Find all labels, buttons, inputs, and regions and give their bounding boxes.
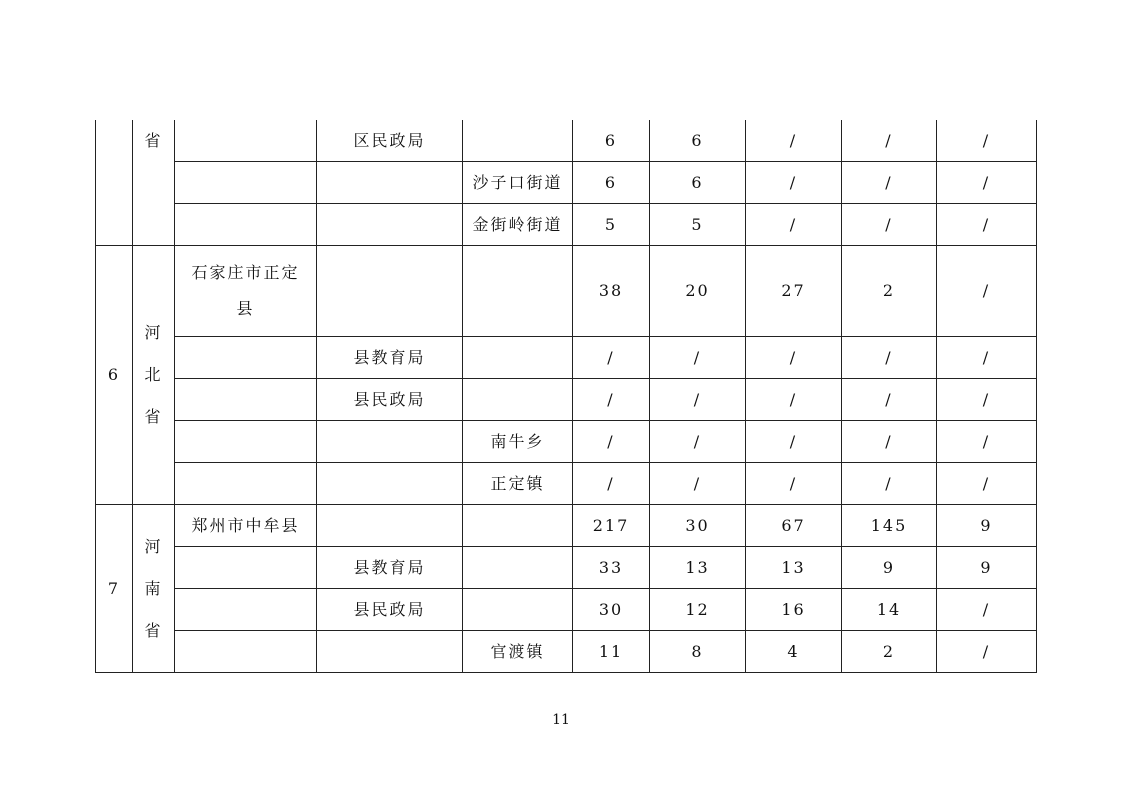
value-cell: 9 [937, 547, 1037, 589]
department-cell: 区民政局 [317, 120, 463, 162]
value-cell: 38 [573, 246, 650, 337]
table-row [96, 246, 1037, 337]
value-cell: 6 [650, 162, 746, 204]
town-cell [463, 505, 573, 547]
page-number: 11 [552, 712, 570, 728]
value-cell: / [746, 463, 842, 505]
value-cell: 2 [842, 246, 937, 337]
department-cell [317, 631, 463, 673]
value-cell: / [650, 421, 746, 463]
value-cell: / [573, 337, 650, 379]
value-cell: 6 [650, 120, 746, 162]
value-cell: 13 [746, 547, 842, 589]
value-cell: / [746, 421, 842, 463]
province-char: 省 [144, 131, 163, 150]
city-cell [175, 463, 317, 505]
department-cell [317, 246, 463, 337]
value-cell: / [937, 120, 1037, 162]
province-char: 南 [144, 578, 163, 598]
city-cell [175, 589, 317, 631]
value-cell: 5 [573, 204, 650, 246]
value-cell: / [842, 204, 937, 246]
province-char: 河 [144, 536, 163, 556]
value-cell: / [937, 631, 1037, 673]
table-row [96, 421, 1037, 463]
value-cell: 2 [842, 631, 937, 673]
value-cell: 9 [937, 505, 1037, 547]
table-row [96, 589, 1037, 631]
town-cell [463, 120, 573, 162]
town-cell: 官渡镇 [463, 631, 573, 673]
city-cell: 郑州市中牟县 [175, 505, 317, 547]
value-cell: / [937, 379, 1037, 421]
town-cell: 金街岭街道 [463, 204, 573, 246]
town-cell [463, 589, 573, 631]
value-cell: / [937, 421, 1037, 463]
city-cell [175, 204, 317, 246]
province-cell [133, 246, 175, 505]
value-cell: / [842, 337, 937, 379]
value-cell: / [746, 120, 842, 162]
province-cell [133, 120, 175, 246]
table-row [96, 337, 1037, 379]
value-cell: / [746, 204, 842, 246]
city-line: 县 [236, 299, 255, 318]
value-cell: / [573, 463, 650, 505]
value-cell: 12 [650, 589, 746, 631]
value-cell: / [746, 337, 842, 379]
town-cell: 沙子口街道 [463, 162, 573, 204]
city-cell [175, 120, 317, 162]
city-cell [175, 631, 317, 673]
value-cell: 9 [842, 547, 937, 589]
value-cell: 30 [573, 589, 650, 631]
value-cell: / [650, 379, 746, 421]
department-cell: 县民政局 [317, 379, 463, 421]
value-cell: / [937, 589, 1037, 631]
province-cell [133, 505, 175, 673]
city-cell [175, 337, 317, 379]
value-cell: / [937, 246, 1037, 337]
value-cell: 5 [650, 204, 746, 246]
value-cell: / [937, 204, 1037, 246]
department-cell: 县教育局 [317, 337, 463, 379]
value-cell: 27 [746, 246, 842, 337]
value-cell: 16 [746, 589, 842, 631]
province-char: 河 [144, 323, 163, 342]
serial-number-cell [96, 120, 133, 246]
city-cell [175, 547, 317, 589]
city-cell [175, 421, 317, 463]
value-cell: / [746, 162, 842, 204]
department-cell: 县教育局 [317, 547, 463, 589]
table-row [96, 379, 1037, 421]
value-cell: / [937, 337, 1037, 379]
value-cell: 145 [842, 505, 937, 547]
province-char: 省 [144, 620, 163, 640]
value-cell: 20 [650, 246, 746, 337]
value-cell: / [842, 379, 937, 421]
department-cell [317, 162, 463, 204]
serial-number-cell: 6 [96, 246, 133, 505]
department-cell [317, 421, 463, 463]
city-cell [175, 246, 317, 337]
value-cell: / [842, 162, 937, 204]
table-row [96, 120, 1037, 162]
value-cell: 217 [573, 505, 650, 547]
value-cell: / [842, 421, 937, 463]
city-line: 石家庄市正定 [191, 263, 300, 282]
province-char: 省 [144, 407, 163, 426]
town-cell [463, 246, 573, 337]
table-row [96, 631, 1037, 673]
table-row [96, 204, 1037, 246]
town-cell: 正定镇 [463, 463, 573, 505]
value-cell: 67 [746, 505, 842, 547]
value-cell: / [937, 463, 1037, 505]
city-cell [175, 379, 317, 421]
value-cell: / [842, 463, 937, 505]
town-cell [463, 379, 573, 421]
value-cell: 4 [746, 631, 842, 673]
department-cell [317, 505, 463, 547]
value-cell: 11 [573, 631, 650, 673]
value-cell: 6 [573, 162, 650, 204]
value-cell: 33 [573, 547, 650, 589]
value-cell: / [842, 120, 937, 162]
value-cell: 8 [650, 631, 746, 673]
value-cell: 14 [842, 589, 937, 631]
table-row [96, 162, 1037, 204]
department-cell [317, 463, 463, 505]
town-cell [463, 547, 573, 589]
value-cell: / [573, 421, 650, 463]
department-cell [317, 204, 463, 246]
town-cell [463, 337, 573, 379]
city-cell [175, 162, 317, 204]
value-cell: 13 [650, 547, 746, 589]
value-cell: / [650, 463, 746, 505]
statistics-table [95, 120, 1037, 673]
value-cell: / [573, 379, 650, 421]
province-char: 北 [144, 365, 163, 384]
department-cell: 县民政局 [317, 589, 463, 631]
serial-number-cell: 7 [96, 505, 133, 673]
table-row [96, 505, 1037, 547]
table-row [96, 547, 1037, 589]
table-row [96, 463, 1037, 505]
value-cell: / [937, 162, 1037, 204]
value-cell: / [650, 337, 746, 379]
town-cell: 南牛乡 [463, 421, 573, 463]
value-cell: 30 [650, 505, 746, 547]
value-cell: 6 [573, 120, 650, 162]
value-cell: / [746, 379, 842, 421]
